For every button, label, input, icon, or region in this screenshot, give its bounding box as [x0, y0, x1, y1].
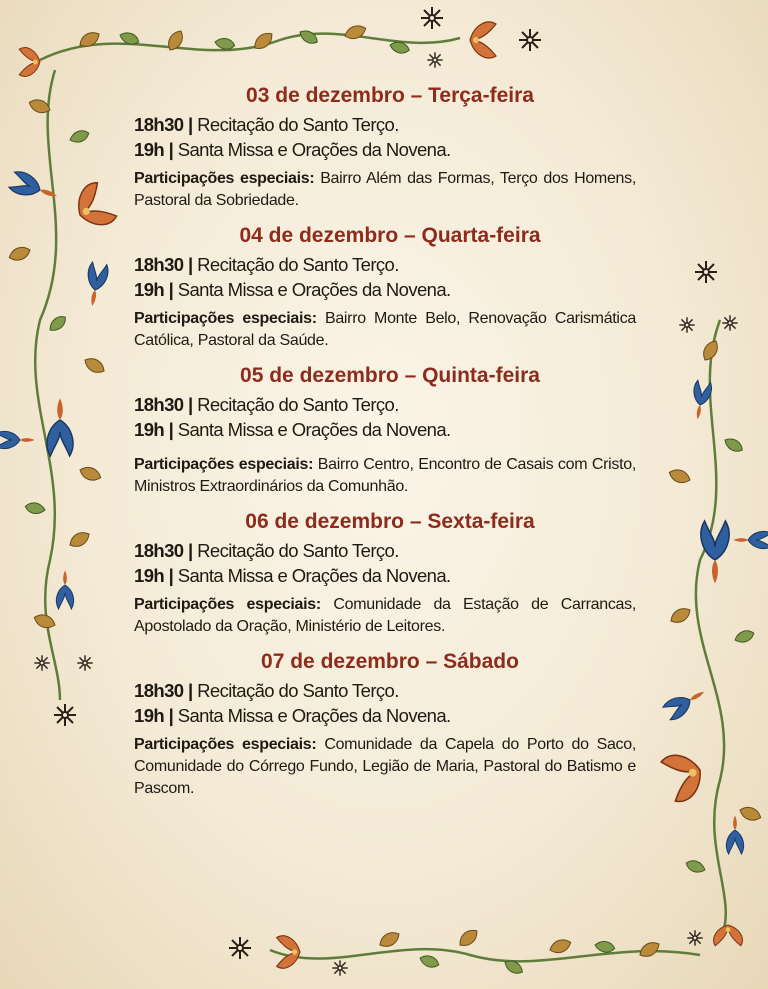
schedule-text: Santa Missa e Orações da Novena.: [177, 139, 451, 160]
special-participations: [134, 734, 636, 800]
day-block: [134, 646, 636, 800]
schedule-line: [134, 392, 636, 417]
schedule-time: 19h |: [134, 705, 174, 726]
schedule-line: [134, 703, 636, 728]
day-title: 03 de dezembro – Terça-feira: [246, 84, 534, 107]
day-title: 06 de dezembro – Sexta-feira: [245, 510, 535, 533]
schedule-line: [134, 538, 636, 563]
schedule-line: [134, 563, 636, 588]
schedule-line: [134, 112, 636, 137]
special-text: Bairro Centro, Encontro de Casais com Cristo, Ministros Extraordinários da Comunhão.: [134, 456, 636, 495]
schedule-time: 19h |: [134, 279, 174, 300]
special-text: Comunidade da Estação de Carrancas, Apostolado da Oração, Ministério de Leitores.: [134, 596, 636, 635]
schedule-text: Recitação do Santo Terço.: [197, 680, 399, 701]
schedule-text: Santa Missa e Orações da Novena.: [177, 419, 451, 440]
schedule-time: 19h |: [134, 419, 174, 440]
special-label: Participações especiais:: [134, 456, 314, 473]
special-text: Bairro Monte Belo, Renovação Carismática Católica, Pastoral da Saúde.: [134, 310, 636, 349]
special-label: Participações especiais:: [134, 596, 321, 613]
special-text: Comunidade da Capela do Porto do Saco, Comunidade do Córrego Fundo, Legião de Maria, Pastoral do Batismo e Pascom.: [134, 736, 636, 797]
schedule-line: [134, 277, 636, 302]
schedule-time: 19h |: [134, 565, 174, 586]
special-participations: [134, 168, 636, 212]
schedule-time: 18h30 |: [134, 540, 193, 561]
special-label: Participações especiais:: [134, 736, 317, 753]
schedule-text: Recitação do Santo Terço.: [197, 394, 399, 415]
schedule-line: [134, 137, 636, 162]
schedule-text: Santa Missa e Orações da Novena.: [177, 705, 451, 726]
special-participations: [134, 594, 636, 638]
day-block: [134, 360, 636, 498]
day-block: [134, 220, 636, 352]
day-title: 04 de dezembro – Quarta-feira: [239, 224, 541, 247]
day-title: 07 de dezembro – Sábado: [261, 650, 519, 673]
schedule-text: Recitação do Santo Terço.: [197, 114, 399, 135]
schedule-line: [134, 252, 636, 277]
special-text: Bairro Além das Formas, Terço dos Homens, Pastoral da Sobriedade.: [134, 170, 636, 209]
schedule-text: Santa Missa e Orações da Novena.: [177, 279, 451, 300]
schedule-line: [134, 417, 636, 442]
schedule-time: 19h |: [134, 139, 174, 160]
day-title: 05 de dezembro – Quinta-feira: [240, 364, 540, 387]
day-block: [134, 80, 636, 212]
schedule-time: 18h30 |: [134, 114, 193, 135]
schedule-text: Recitação do Santo Terço.: [197, 254, 399, 275]
special-participations: [134, 454, 636, 498]
schedule-line: [134, 678, 636, 703]
special-label: Participações especiais:: [134, 310, 317, 327]
schedule-text: Santa Missa e Orações da Novena.: [177, 565, 451, 586]
novena-schedule: [134, 80, 636, 800]
special-participations: [134, 308, 636, 352]
schedule-time: 18h30 |: [134, 680, 193, 701]
schedule-time: 18h30 |: [134, 254, 193, 275]
schedule-time: 18h30 |: [134, 394, 193, 415]
special-label: Participações especiais:: [134, 170, 315, 187]
schedule-text: Recitação do Santo Terço.: [197, 540, 399, 561]
day-block: [134, 506, 636, 638]
